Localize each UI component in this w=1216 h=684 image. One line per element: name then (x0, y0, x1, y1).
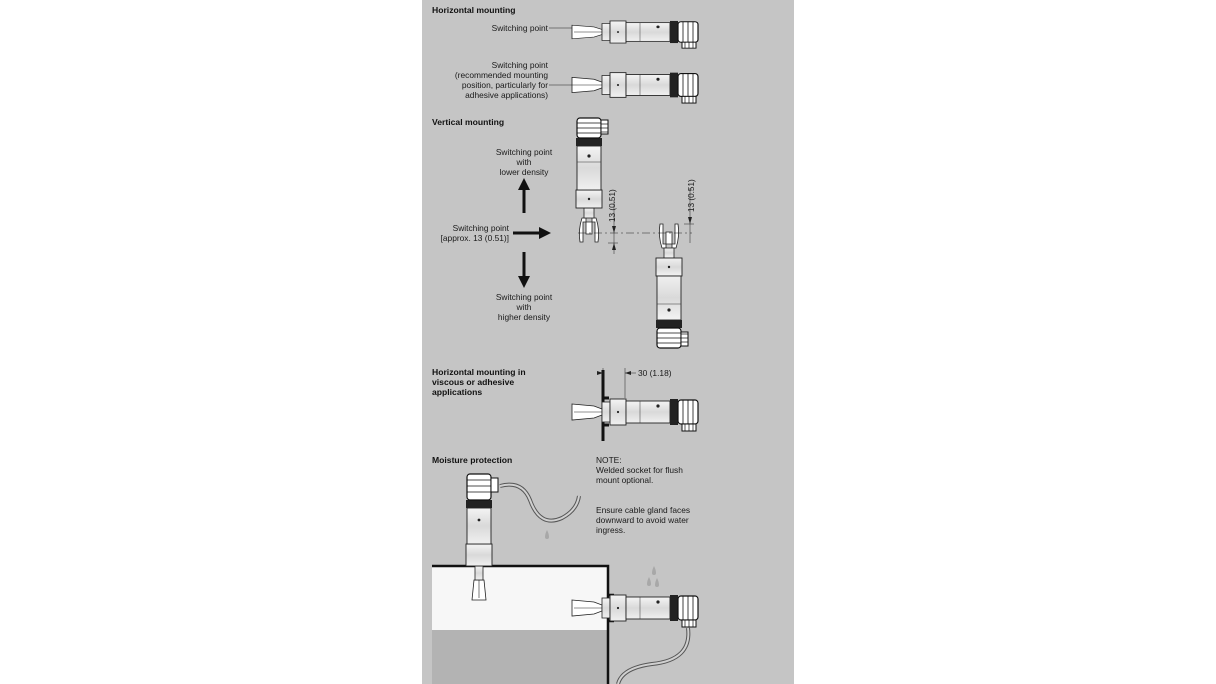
tank-liquid (432, 630, 608, 684)
dimension-label-13-a: 13 (0.51) (608, 189, 617, 222)
vertical-sensor-down (656, 224, 688, 348)
water-drop (655, 578, 659, 587)
heading-vertical-mounting: Vertical mounting (432, 117, 505, 127)
label-switching-point-approx: Switching point [approx. 13 (0.51)] (440, 223, 509, 243)
dimension-label-30: 30 (1.18) (638, 368, 672, 378)
water-drop (652, 566, 656, 575)
label-recommended-position: Switching point (recommended mounting position, particularly for adhesive applications) (454, 60, 548, 100)
heading-horizontal-mounting: Horizontal mounting (432, 5, 516, 15)
viscous-sensor (572, 399, 698, 431)
diagram-panel (422, 0, 794, 684)
note-welded-socket: NOTE: Welded socket for flush mount optional. (596, 455, 683, 485)
water-drop (647, 577, 651, 586)
vertical-sensor-up (576, 118, 608, 242)
dimension-label-13-b: 13 (0.51) (687, 179, 696, 212)
horizontal-sensor-1 (572, 21, 698, 48)
water-drop (545, 530, 549, 539)
heading-moisture-protection: Moisture protection (432, 455, 513, 465)
label-switching-point: Switching point (491, 23, 548, 33)
label-lower-density: Switching point with lower density (495, 147, 553, 177)
label-higher-density: Switching point with higher density (495, 292, 553, 322)
heading-viscous-mounting: Horizontal mounting in viscous or adhesive applications (432, 367, 526, 397)
mounting-diagrams (422, 0, 794, 684)
note-cable-gland: Ensure cable gland faces downward to avoid water ingress. (596, 505, 691, 535)
horizontal-sensor-2 (572, 73, 698, 103)
